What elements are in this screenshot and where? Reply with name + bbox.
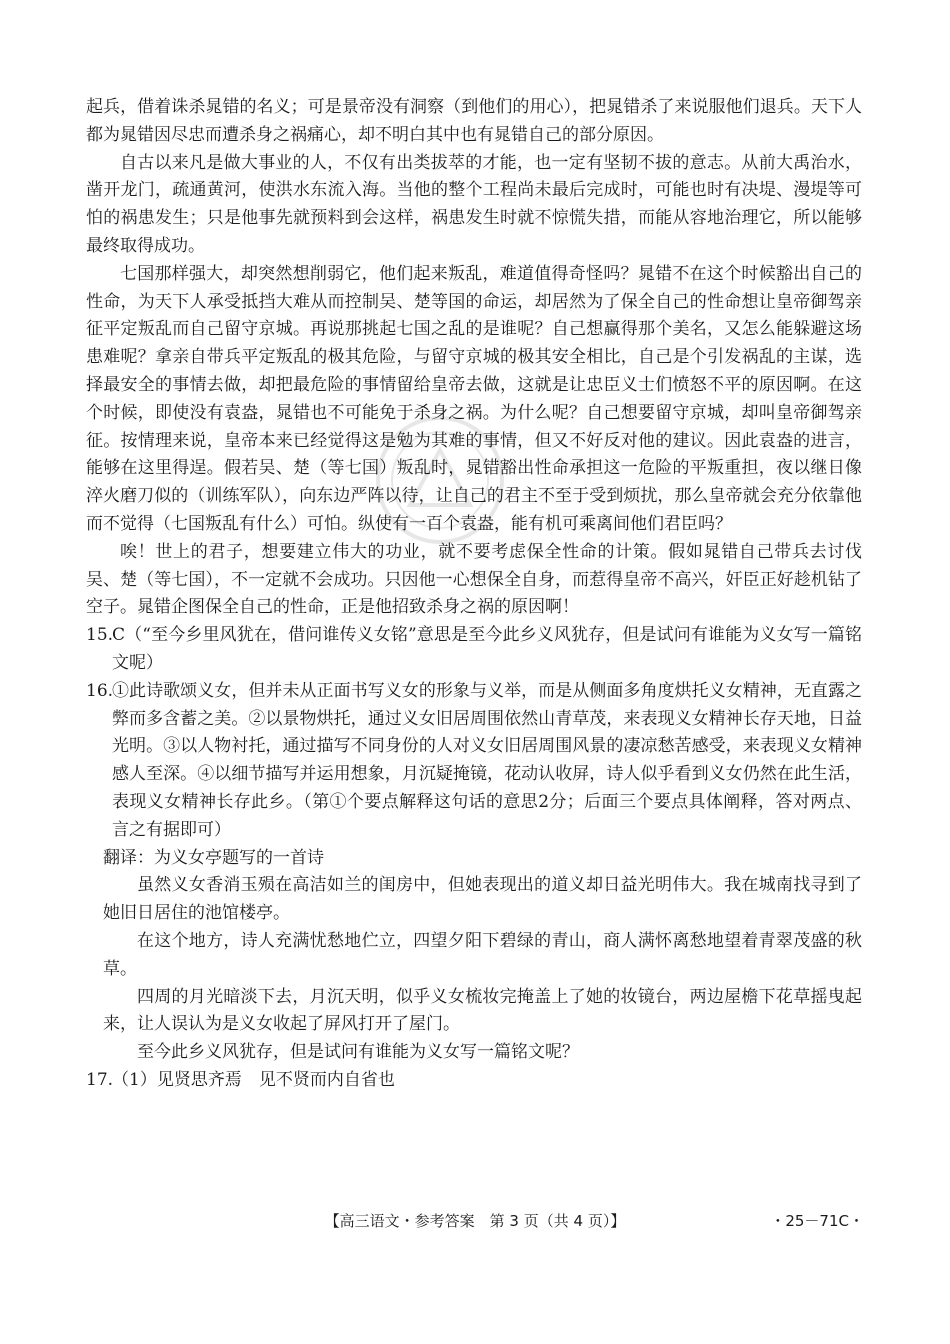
translation-paragraph-4: 唉！世上的君子，想要建立伟大的功业，就不要考虑保全性命的计策。假如晁错自己带兵去讨伐吴、楚（等七国），不一定就不会成功。只因他一心想保全自身，而惹得皇帝不高兴，奸臣正好趁机钻了空子。晁错企图保全自己的性命，正是他招致杀身之祸的原因啊！ — [86, 541, 862, 618]
footer-code: ・25－71C・ — [770, 1212, 864, 1230]
translation-paragraph-2: 自古以来凡是做大事业的人，不仅有出类拔萃的才能，也一定有坚韧不拔的意志。从前大禹治水，凿开龙门，疏通黄河，使洪水东流入海。当他的整个工程尚未最后完成时，可能也时有决堤、漫堤等可怕的祸患发生；只是他事先就预料到会这样，祸患发生时就不惊慌失措，而能从容地治理它，所以能够最终取得成功。 — [86, 152, 862, 256]
question-16-answer — [86, 678, 862, 845]
poem-translation-line-1: 虽然义女香消玉殒在高洁如兰的闺房中，但她表现出的道义却日益光明伟大。我在城南找寻到了她旧日居住的池馆楼亭。 — [103, 875, 862, 924]
poem-translation-line-2: 在这个地方，诗人充满忧愁地伫立，四望夕阳下碧绿的青山，商人满怀离愁地望着青翠茂盛的秋草。 — [103, 930, 862, 979]
poem-translation-title: 翻译：为义女亭题写的一首诗 — [103, 847, 324, 868]
poem-translation-line-3: 四周的月光暗淡下去，月沉天明，似乎义女梳妆完掩盖上了她的妆镜台，两边屋檐下花草摇曳起来，让人误认为是义女收起了屏风打开了屋门。 — [103, 986, 862, 1035]
translation-paragraph-1: 起兵，借着诛杀晁错的名义；可是景帝没有洞察（到他们的用心），把晁错杀了来说服他们退兵。天下人都为晁错因尽忠而遭杀身之祸痛心，却不明白其中也有晁错自己的部分原因。 — [86, 97, 862, 145]
footer-title: 【高三语文・参考答案 第 3 页（共 4 页）】 — [324, 1212, 626, 1230]
question-16-number: 16. — [86, 680, 114, 701]
question-16-text: ①此诗歌颂义女，但并未从正面书写义女的形象与义举，而是从侧面多角度烘托义女精神，无直露之弊而多含蓄之美。②以景物烘托，通过义女旧居周围依然山青草茂，来表现义女精神长存天地，日益光明。③以人物衬托，通过描写不同身份的人对义女旧居周围风景的凄凉愁苦感受，来表现义女精神感人至深。④以细节描写并运用想象，月沉疑掩镜，花动认收屏，诗人似乎看到义女仍然在此生活，表现义女精神长存此乡。（第①个要点解释这句话的意思2分；后面三个要点具体阐释，答对两点、言之有据即可） — [112, 680, 862, 840]
question-15-text: C（“至今乡里风犹在，借问谁传义女铭”意思是至今此乡义风犹存，但是试问有谁能为义女写一篇铭文呢） — [112, 625, 862, 673]
question-17-answer — [86, 1067, 862, 1095]
translation-paragraph-3: 七国那样强大，却突然想削弱它，他们起来叛乱，难道值得奇怪吗？晁错不在这个时候豁出自己的性命，为天下人承受抵挡大难从而控制吴、楚等国的命运，却居然为了保全自己的性命想让皇帝御驾亲征平定叛乱而自己留守京城。再说那挑起七国之乱的是谁呢？自己想赢得那个美名，又怎么能躲避这场患难呢？拿亲自带兵平定叛乱的极其危险，与留守京城的极其安全相比，自己是个引发祸乱的主谋，选择最安全的事情去做，却把最危险的事情留给皇帝去做，这就是让忠臣义士们愤怒不平的原因啊。在这个时候，即使没有袁盎，晁错也不可能免于杀身之祸。为什么呢？自己想要留守京城，却叫皇帝御驾亲征。按情理来说，皇帝本来已经觉得这是勉为其难的事情，但又不好反对他的建议。因此袁盎的进言，能够在这里得逞。假若吴、楚（等七国）叛乱时，晁错豁出性命承担这一危险的平叛重担，夜以继日像淬火磨刀似的（训练军队），向东边严阵以待，让自己的君主不至于受到烦扰，那么皇帝就会充分依靠他而不觉得（七国叛乱有什么）可怕。纵使有一百个袁盎，能有机可乘离间他们君臣吗？ — [86, 263, 862, 534]
question-15-answer — [86, 622, 862, 678]
page-footer — [0, 1210, 950, 1234]
question-17-number: 17. — [86, 1069, 114, 1090]
poem-translation-line-4: 至今此乡义风犹存，但是试问有谁能为义女写一篇铭文呢？ — [137, 1042, 579, 1063]
question-15-number: 15. — [86, 625, 114, 646]
answer-content — [86, 94, 862, 1095]
question-17-text: （1）见贤思齐焉 见不贤而内自省也 — [112, 1069, 395, 1090]
